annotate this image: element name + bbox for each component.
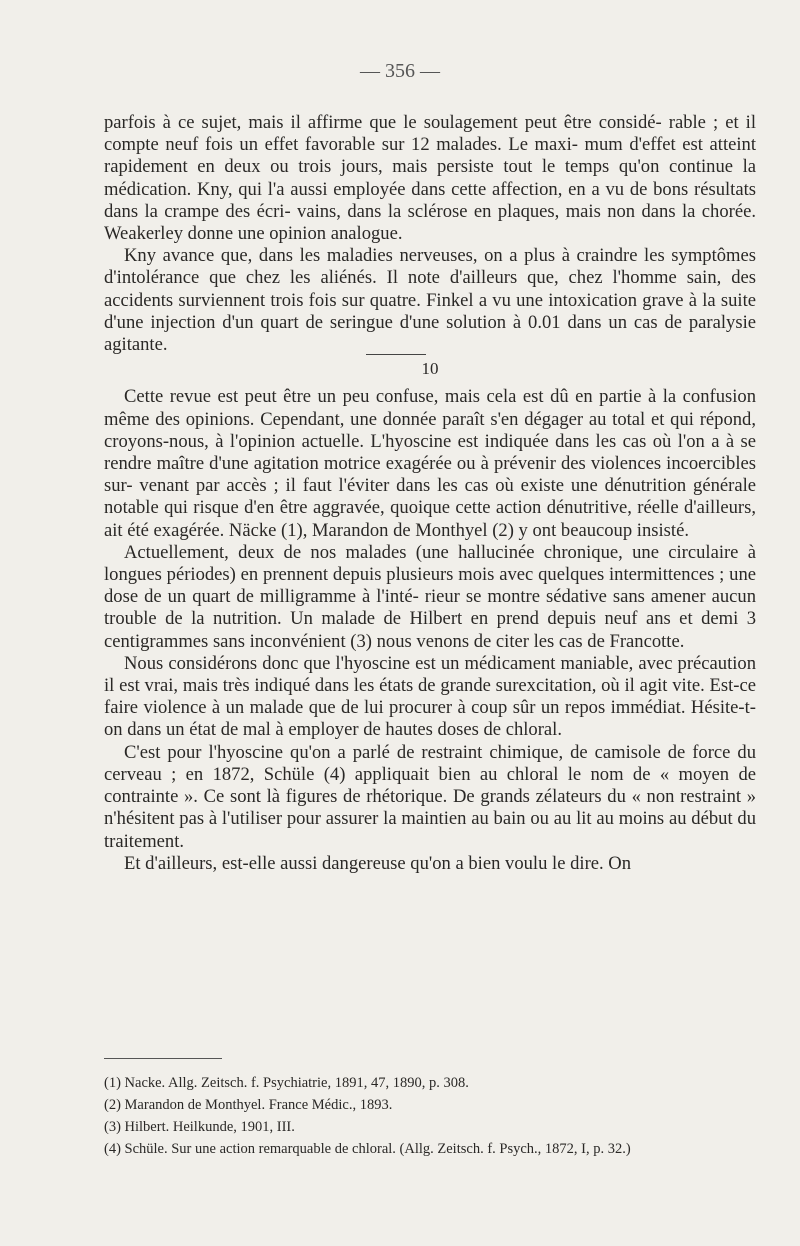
footnote: (4) Schüle. Sur une action remarquable de chloral. (Allg. Zeitsch. f. Psych., 1872, I, p. 32.) [104, 1141, 631, 1157]
body-text [104, 112, 756, 875]
footnote-divider [104, 1058, 222, 1059]
page-number: — 356 — [360, 60, 440, 82]
footnote: (2) Marandon de Monthyel. France Médic., 1893. [104, 1097, 393, 1113]
paragraph: Cette revue est peut être un peu confuse, mais cela est dû en partie à la confusion même des opinions. Cependant, une donnée paraît s'en dégager au total et qui répond, croyons-nous, à l'opinion actuelle. L'hyoscine est indiquée dans les cas où l'on a à se rendre maître d'une agitation motrice exagérée ou à prévenir des violences incoercibles sur- venant par accès ; il faut l'éviter dans les cas où existe une dénutrition générale notable qui risque d'en être aggravée, quoique cette action dénutritive, réelle d'ailleurs, ait été exagérée. Näcke (1), Marandon de Monthyel (2) y ont beaucoup insisté. [104, 386, 756, 541]
paragraph: Kny avance que, dans les maladies nerveuses, on a plus à craindre les symptômes d'intolérance que chez les aliénés. Il note d'ailleurs que, chez l'homme sain, des accidents surviennent trois fois sur quatre. Finkel a vu une intoxication grave à la suite d'une injection d'un quart de seringue d'une solution à 0.01 dans un cas de paralysie agitante. [104, 245, 756, 356]
footnote: (3) Hilbert. Heilkunde, 1901, III. [104, 1119, 295, 1135]
paragraph: C'est pour l'hyoscine qu'on a parlé de restraint chimique, de camisole de force du cerveau ; en 1872, Schüle (4) appliquait bien au chloral le nom de « moyen de contrainte ». Ce sont là figures de rhétorique. De grands zélateurs du « non restraint » n'hésitent pas à l'utiliser pour assurer la maintien au bain ou au lit au moins au début du traitement. [104, 741, 756, 852]
footnote: (1) Nacke. Allg. Zeitsch. f. Psychiatrie, 1891, 47, 1890, p. 308. [104, 1075, 469, 1091]
paragraph: parfois à ce sujet, mais il affirme que le soulagement peut être considé- rable ; et il compte neuf fois un effet favorable sur 12 malades. Le maxi- mum d'effet est atteint rapidement en deux ou trois jours, mais persiste tout le temps qu'on continue la médication. Kny, qui l'a aussi employée dans cette affection, en a vu de bons résultats dans la crampe des écri- vains, dans la sclérose en plaques, mais non dans la chorée. Weakerley donne une opinion analogue. [104, 112, 756, 245]
paragraph: Et d'ailleurs, est-elle aussi dangereuse qu'on a bien voulu le dire. On [124, 852, 632, 874]
footnotes [104, 1072, 756, 1160]
section-number: 10 [104, 358, 756, 380]
paragraph: Actuellement, deux de nos malades (une hallucinée chronique, une circulaire à longues périodes) en prennent depuis plusieurs mois avec quelques intermittences ; une dose de un quart de milligramme à l'inté- rieur se montre sédative sans amener aucun trouble de la nutrition. Un malade de Hilbert en prend depuis neuf ans et demi 3 centigrammes sans inconvénient (3) nous venons de citer les cas de Francotte. [104, 541, 756, 652]
paragraph: Nous considérons donc que l'hyoscine est un médicament maniable, avec précaution il est vrai, mais très indiqué dans les états de grande surexcitation, où il agit vite. Est-ce faire violence à un malade que de lui procurer à coup sûr un repos immédiat. Hésite-t-on dans un état de mal à employer de hautes doses de chloral. [104, 652, 756, 741]
